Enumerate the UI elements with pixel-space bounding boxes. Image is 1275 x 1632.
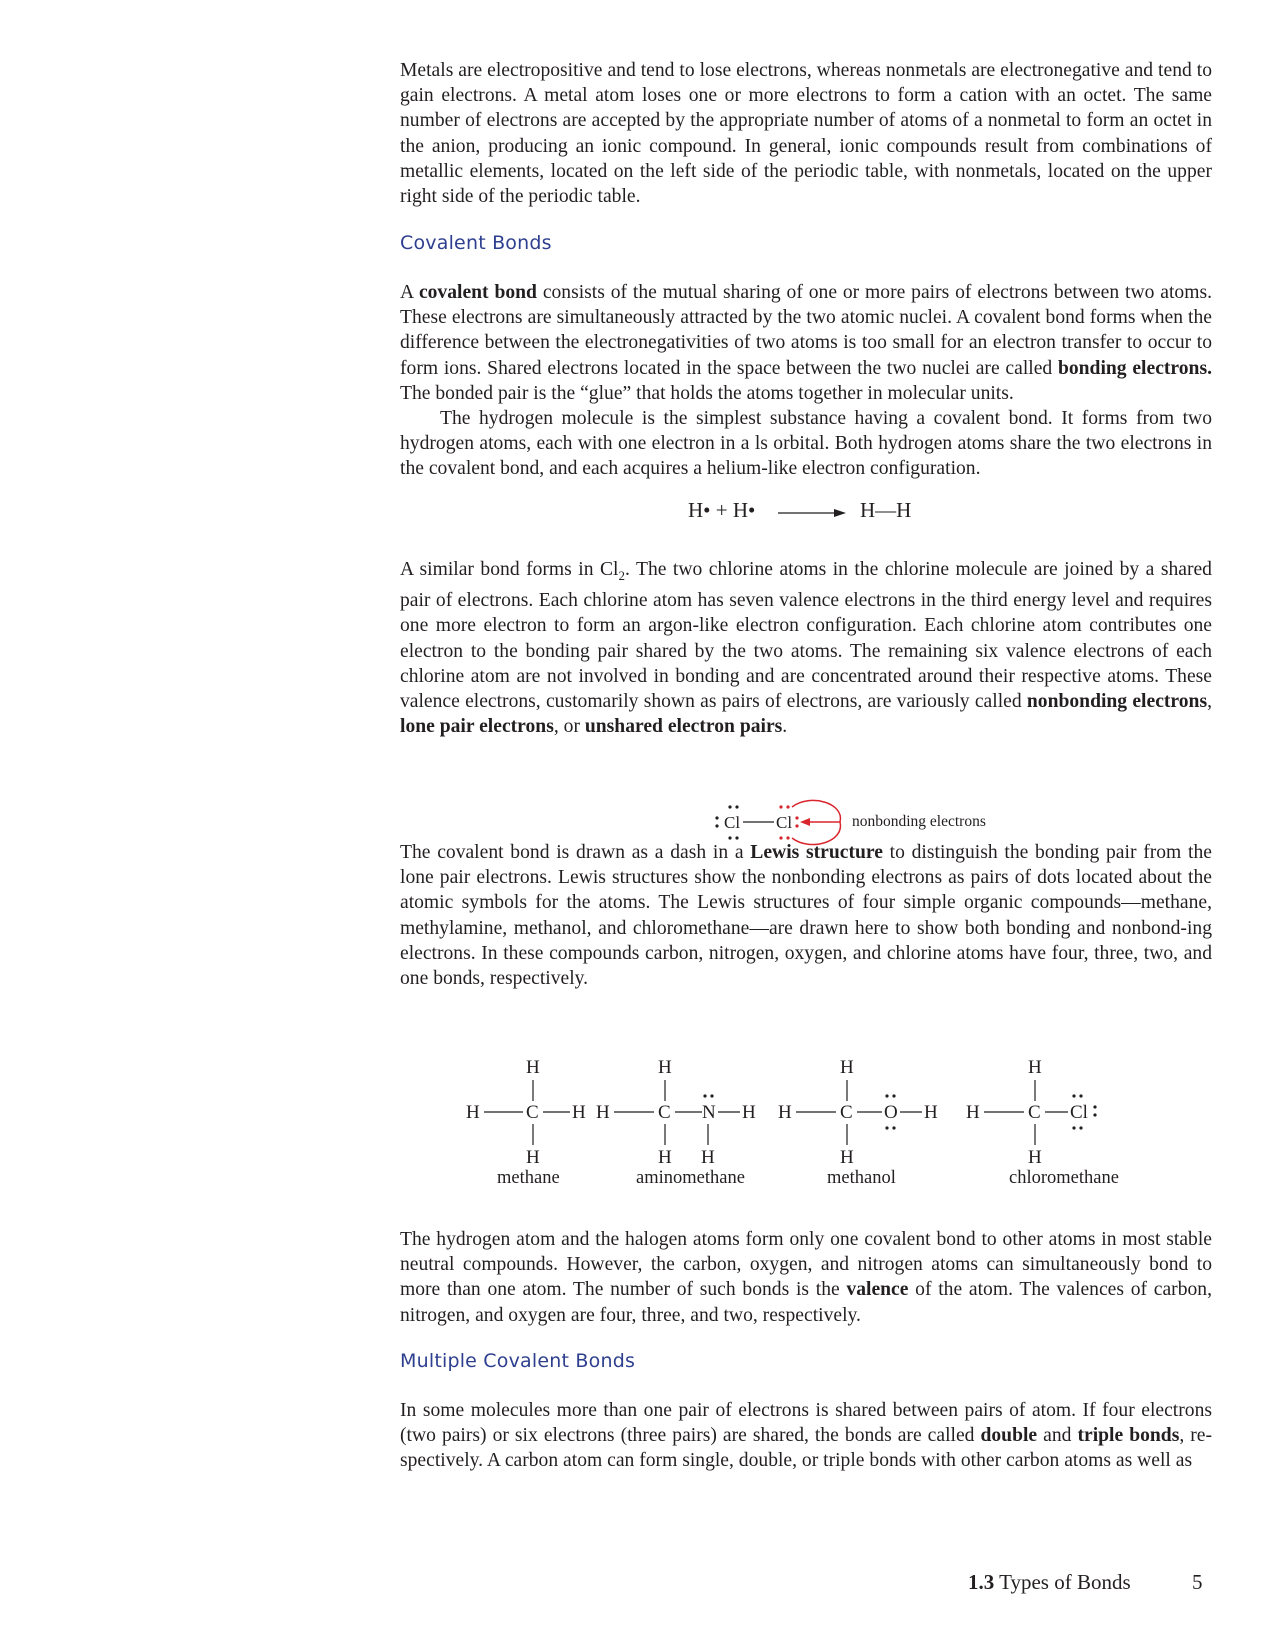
atom-cl-left: Cl: [724, 813, 741, 832]
svg-text:H: H: [742, 1102, 756, 1123]
svg-text:H: H: [572, 1102, 586, 1123]
curved-arrows-icon: [792, 800, 840, 844]
term-lewis-structure: Lewis structure: [750, 842, 883, 863]
svg-text:H: H: [466, 1102, 480, 1123]
svg-text:N: N: [702, 1102, 716, 1123]
text-run: . The two chlorine atoms in the chlorine molecule are joined by a shared pair of electrons. Each chlorine atom has seven valence electrons in the third energy level and requires one more electron to form an argon-like electron configuration. Each chlorine atom contributes one electron to the bonding pair shared by the two atoms. The remaining six valence electrons of each chlorine atom are not involved in bonding and are concentrated around their respective atoms. These valence electrons, customarily shown as pairs of electrons, are variously called: [400, 559, 1212, 712]
text-run: consists of the mutual sharing of one or more pairs of electrons between two atoms. These electrons are simultaneously attracted by the two atomic nuclei. A covalent bond forms when the difference between the electronegativities of two atoms is too small for an electron transfer to occur to form ions. Shared electrons located in the space between the two nuclei are called: [400, 282, 1212, 379]
svg-text:H: H: [658, 1057, 672, 1078]
heading-text: Multiple Covalent Bonds: [400, 1350, 636, 1372]
svg-text:C: C: [658, 1102, 671, 1123]
text-run: , re-spectively. A carbon atom can form single, double, or triple bonds with other carbon atoms as well as: [400, 1425, 1213, 1472]
text-run: A similar bond forms in Cl: [400, 559, 619, 580]
paragraph-ionic-summary: [400, 58, 1212, 209]
paragraph-multiple-bonds: [400, 1398, 1212, 1474]
svg-text:H: H: [526, 1057, 540, 1078]
svg-text:C: C: [526, 1102, 539, 1123]
text-run: The covalent bond is drawn as a dash in a: [400, 842, 751, 863]
methanol-structure: [778, 1057, 938, 1168]
equation-product: H—H: [860, 498, 912, 522]
text-run: of the atom. The valences of carbon, nitrogen, and oxygen are four, three, and two, respectively.: [400, 1279, 1212, 1326]
text-run: to distinguish the bonding pair from the lone pair electrons. Lewis structures show the nonbonding electrons as pairs of dots located about the atomic symbols for the atoms. The Lewis structures of four simple organic compounds—methane, methylamine, methanol, and chloromethane—are drawn here to show both bonding and nonbond-ing electrons. In these compounds carbon, nitrogen, oxygen, and chlorine atoms have four, three, two, and one bonds, respectively.: [400, 842, 1212, 990]
svg-text:H: H: [526, 1147, 540, 1168]
svg-text:H: H: [840, 1147, 854, 1168]
svg-text:H: H: [596, 1102, 610, 1123]
svg-text:H: H: [840, 1057, 854, 1078]
subscript: 2: [618, 567, 625, 583]
term-bonding-electrons: bonding electrons.: [1057, 357, 1212, 379]
paragraph-hydrogen-molecule: The hydrogen molecule is the simplest substance having a covalent bond. It forms from two hydrogen atoms, each with one electron in a ls orbital. Both hydrogen atoms share the two electrons in the covalent bond, and each acquires a helium-like electron configuration.: [400, 408, 1212, 480]
section-heading-covalent: [400, 232, 1212, 254]
methane-structure: [466, 1057, 586, 1168]
term-triple-bonds: triple bonds: [1077, 1425, 1180, 1447]
nonbonding-label: nonbonding electrons: [852, 813, 986, 830]
paragraph-chlorine: [400, 557, 1212, 739]
svg-text:H: H: [924, 1102, 938, 1123]
label-chloromethane: chloromethane: [1009, 1168, 1119, 1188]
svg-text:O: O: [884, 1102, 898, 1123]
text-run: , or: [553, 716, 585, 738]
paragraph-lewis-structure: [400, 840, 1212, 991]
paragraph-text: Metals are electropositive and tend to lose electrons, whereas nonmetals are electronegative and tend to gain electrons. A metal atom loses one or more electrons to form a cation with an octet. The same number of electrons are accepted by the appropriate number of atoms of a nonmetal to form an octet in the anion, producing an ionic compound. In general, ionic compounds result from combinations of metallic elements, located on the left side of the periodic table, with nonmetals, located on the upper right side of the periodic table.: [400, 60, 1212, 208]
term-nonbonding-electrons: nonbonding electrons: [1026, 690, 1208, 712]
arrowhead-icon: [800, 818, 810, 826]
label-methanol: methanol: [827, 1168, 896, 1188]
chloromethane-structure: [966, 1057, 1097, 1168]
running-footer: [968, 1570, 1131, 1595]
svg-text:Cl: Cl: [1070, 1102, 1088, 1123]
term-double: double: [980, 1425, 1038, 1447]
svg-text:C: C: [1028, 1102, 1041, 1123]
section-title: Types of Bonds: [994, 1570, 1131, 1594]
lewis-structures-figure: [460, 1050, 1160, 1195]
term-covalent-bond: covalent bond: [418, 282, 537, 303]
section-number: 1.3: [968, 1570, 995, 1594]
heading-text: Covalent Bonds: [400, 232, 552, 254]
svg-text:H: H: [658, 1147, 672, 1168]
svg-text:C: C: [840, 1102, 853, 1123]
svg-text:H: H: [778, 1102, 792, 1123]
text-run: The hydrogen atom and the halogen atoms form only one covalent bond to other atoms in most stable neutral compounds. However, the carbon, oxygen, and nitrogen atoms can simultaneously bond to more than one atom. The number of such bonds is the: [400, 1229, 1212, 1301]
aminomethane-structure: [596, 1057, 756, 1168]
svg-text:H: H: [701, 1147, 715, 1168]
term-valence: valence: [846, 1279, 909, 1301]
text-run: The bonded pair is the “glue” that holds the atoms together in molecular units.: [400, 382, 1014, 404]
label-methane: methane: [497, 1168, 560, 1188]
text-run: In some molecules more than one pair of electrons is shared between pairs of atom. If four electrons (two pairs) or six electrons (three pairs) are shared, the bonds are called: [400, 1400, 1212, 1447]
svg-text:H: H: [966, 1102, 980, 1123]
text-run: .: [782, 716, 788, 738]
equation-reactants: H• + H•: [688, 498, 756, 522]
page-number: 5: [1192, 1570, 1203, 1594]
svg-text:H: H: [1028, 1057, 1042, 1078]
atom-cl-right: Cl: [776, 813, 793, 832]
text-run: A: [400, 282, 419, 303]
svg-text:H: H: [1028, 1147, 1042, 1168]
reaction-arrow-icon: [778, 498, 848, 528]
term-unshared-electron-pairs: unshared electron pairs: [584, 716, 783, 738]
paragraph-valence: [400, 1227, 1212, 1328]
section-heading-multiple: [400, 1350, 1212, 1372]
text-run: ,: [1207, 690, 1212, 712]
paragraph-covalent-definition: [400, 280, 1212, 482]
text-run: and: [1037, 1425, 1078, 1447]
label-aminomethane: aminomethane: [636, 1168, 745, 1188]
term-lone-pair-electrons: lone pair electrons: [400, 716, 554, 738]
